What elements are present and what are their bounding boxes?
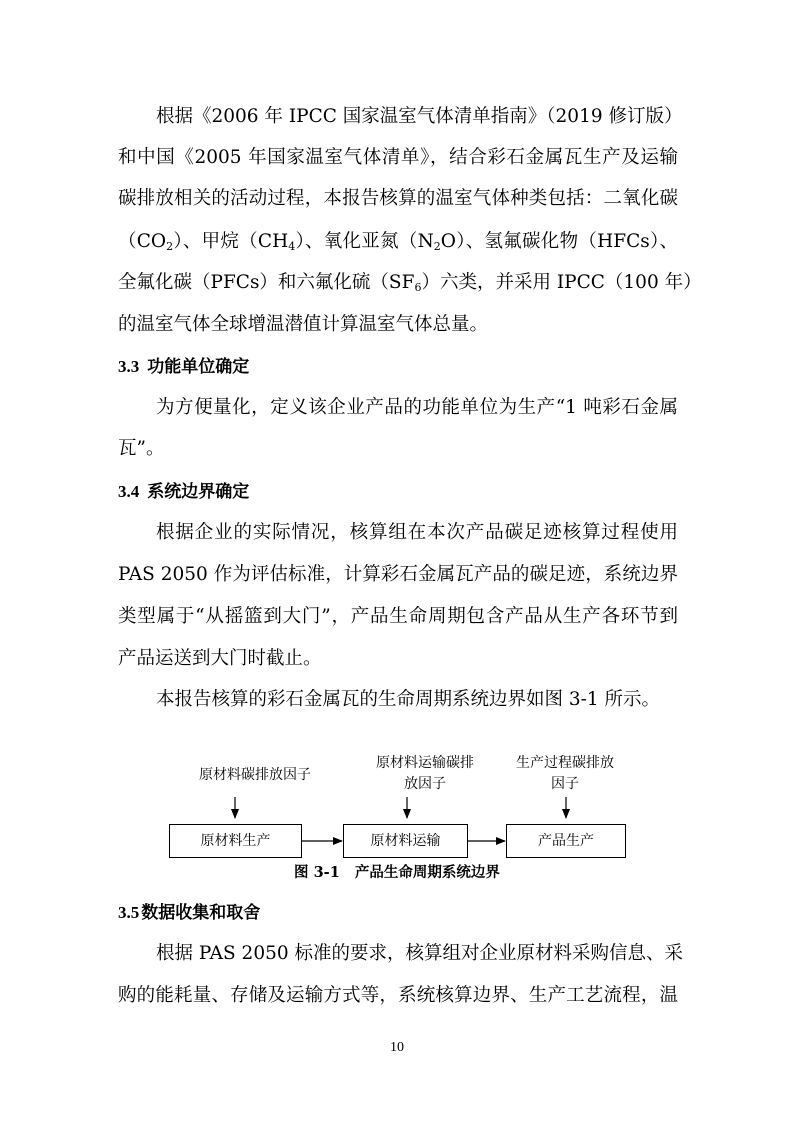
diagram-box-raw-material-transport: 原材料运输 [343,824,468,858]
subscript: 4 [288,240,296,253]
section-title: 系统边界确定 [147,482,250,502]
diagram-cause-production-line-2: 因子 [551,776,579,792]
intro-line-2: 和中国《2005 年国家温室气体清单》，结合彩石金属瓦生产及运输 [118,147,678,168]
intro-text: O）、氢氟碳化物（HFCs）、 [440,231,678,252]
section-title: 功能单位确定 [147,357,250,377]
section-number: 3.4 [118,482,140,501]
section-3-5-heading [118,902,260,924]
section-3-4-line-4: 产品运送到大门时截止。 [118,648,322,669]
subscript: 2 [433,240,441,253]
diagram-box-raw-material-production: 原材料生产 [169,824,302,858]
section-3-4-line-2: PAS 2050 作为评估标准，计算彩石金属瓦产品的碳足迹，系统边界 [118,564,678,585]
diagram-cause-production-line-1: 生产过程碳排放 [516,755,614,771]
intro-text: （CO [118,231,167,252]
section-3-4-line-3: 类型属于“从摇篮到大门”，产品生命周期包含产品从生产各环节到 [118,606,678,627]
section-number: 3.5 [118,903,140,922]
section-3-5-line-1: 根据 PAS 2050 标准的要求，核算组对企业原材料采购信息、采 [156,943,684,964]
section-3-3-line-1: 为方便量化，定义该企业产品的功能单位为生产“1 吨彩石金属 [156,397,678,418]
intro-text: ）、氧化亚氮（N [295,231,434,252]
section-3-4-line-1: 根据企业的实际情况，核算组在本次产品碳足迹核算过程使用 [156,522,678,543]
intro-text: 全氟化碳（PFCs）和六氟化硫（SF [118,272,415,293]
intro-line-6: 的温室气体全球增温潜值计算温室气体总量。 [118,314,489,335]
diagram-cause-transport-line-2: 放因子 [404,776,446,792]
diagram-cause-raw-material: 原材料碳排放因子 [199,767,311,783]
diagram-cause-transport-line-1: 原材料运输碳排 [376,755,474,771]
subscript: 6 [414,281,422,294]
diagram-box-product-production: 产品生产 [506,824,626,858]
section-3-3-line-2: 瓦”。 [118,438,165,459]
subscript: 2 [166,240,174,253]
section-number: 3.3 [118,357,140,376]
intro-text: ）、甲烷（CH [173,231,289,252]
section-title: 数据收集和取舍 [141,903,261,923]
intro-line-1: 根据《2006 年 IPCC 国家温室气体清单指南》（2019 修订版） [156,106,683,127]
page-number: 10 [390,1040,404,1055]
intro-text: ）六类，并采用 IPCC（100 年） [421,272,702,293]
section-3-5-line-2: 购的能耗量、存储及运输方式等，系统核算边界、生产工艺流程，温 [118,985,678,1006]
section-3-4-line-5: 本报告核算的彩石金属瓦的生命周期系统边界如图 3-1 所示。 [156,689,661,710]
figure-caption: 图 3-1 产品生命周期系统边界 [294,864,500,881]
intro-line-3: 碳排放相关的活动过程，本报告核算的温室气体种类包括：二氧化碳 [118,188,678,209]
